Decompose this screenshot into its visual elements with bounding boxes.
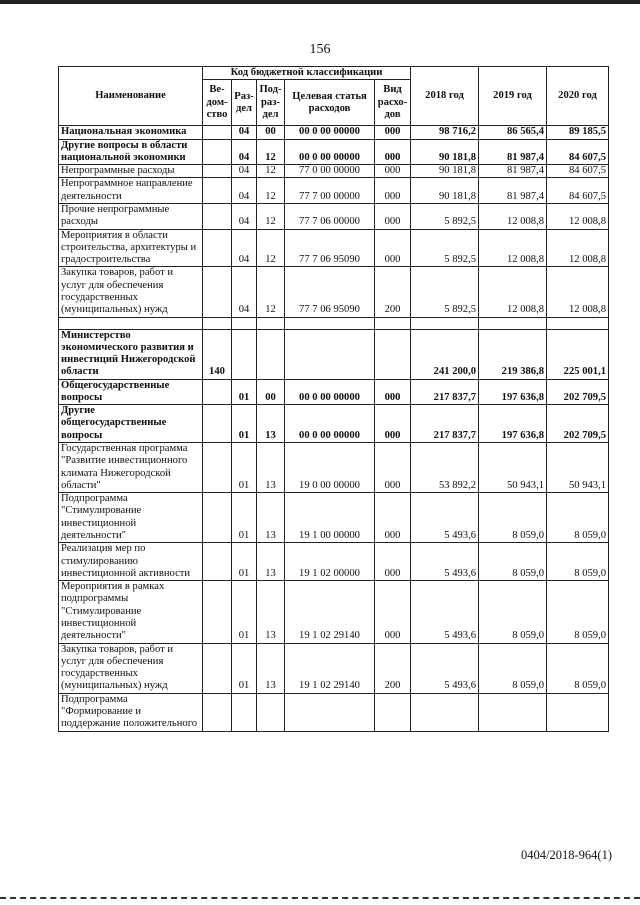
cell-razdel: 01 bbox=[232, 379, 257, 405]
cell-razdel: 04 bbox=[232, 139, 257, 165]
cell-2019: 8 059,0 bbox=[479, 643, 547, 693]
top-rule bbox=[0, 0, 640, 4]
cell-vedomstvo bbox=[203, 178, 232, 204]
cell-razdel: 01 bbox=[232, 581, 257, 643]
header-podrazdel: Под-раз-дел bbox=[257, 80, 285, 126]
cell-2020: 84 607,5 bbox=[547, 165, 609, 178]
cell-2018: 5 892,5 bbox=[411, 229, 479, 267]
cell-2020: 89 185,5 bbox=[547, 126, 609, 139]
cell-2018: 5 493,6 bbox=[411, 493, 479, 543]
table-row bbox=[59, 581, 609, 643]
cell-2020: 84 607,5 bbox=[547, 139, 609, 165]
cell-podrazdel: 00 bbox=[257, 126, 285, 139]
cell-2018: 5 493,6 bbox=[411, 581, 479, 643]
cell-vedomstvo bbox=[203, 581, 232, 643]
cell-2018 bbox=[411, 693, 479, 731]
cell-razdel: 01 bbox=[232, 643, 257, 693]
cell-vid: 200 bbox=[375, 267, 411, 317]
cell-razdel: 04 bbox=[232, 267, 257, 317]
cell-razdel: 04 bbox=[232, 126, 257, 139]
cell-celevaya: 19 1 02 29140 bbox=[285, 643, 375, 693]
cell-celevaya: 19 0 00 00000 bbox=[285, 443, 375, 493]
table-row bbox=[59, 405, 609, 443]
table-row bbox=[59, 229, 609, 267]
cell-razdel: 01 bbox=[232, 443, 257, 493]
cell-2018: 5 892,5 bbox=[411, 203, 479, 229]
cell-razdel: 01 bbox=[232, 493, 257, 543]
cell-podrazdel: 12 bbox=[257, 139, 285, 165]
cell-name: Другие вопросы в области национальной экономики bbox=[59, 139, 203, 165]
cell-2019: 50 943,1 bbox=[479, 443, 547, 493]
cell-vid: 000 bbox=[375, 543, 411, 581]
cell-vid bbox=[375, 329, 411, 379]
cell-vid: 000 bbox=[375, 493, 411, 543]
cell-2020 bbox=[547, 693, 609, 731]
page-number: 156 bbox=[309, 42, 331, 57]
cell-podrazdel bbox=[257, 317, 285, 329]
cell-vid: 000 bbox=[375, 178, 411, 204]
cell-name: Закупка товаров, работ и услуг для обеспечения государственных (муниципальных) нужд bbox=[59, 643, 203, 693]
cell-vid: 000 bbox=[375, 126, 411, 139]
cell-2019: 81 987,4 bbox=[479, 139, 547, 165]
cell-celevaya: 77 7 06 95090 bbox=[285, 267, 375, 317]
cell-2019: 8 059,0 bbox=[479, 493, 547, 543]
cell-vedomstvo bbox=[203, 126, 232, 139]
cell-2018: 5 493,6 bbox=[411, 543, 479, 581]
cell-vid: 000 bbox=[375, 203, 411, 229]
cell-2020: 84 607,5 bbox=[547, 178, 609, 204]
cell-vedomstvo bbox=[203, 443, 232, 493]
header-code-group: Код бюджетной классификации bbox=[203, 67, 411, 80]
cell-name bbox=[59, 317, 203, 329]
header-row-top bbox=[59, 67, 609, 80]
cell-name: Непрограммное направление деятельности bbox=[59, 178, 203, 204]
cell-vedomstvo bbox=[203, 165, 232, 178]
cell-podrazdel: 13 bbox=[257, 643, 285, 693]
cell-vedomstvo bbox=[203, 493, 232, 543]
table-row bbox=[59, 693, 609, 731]
cell-podrazdel: 12 bbox=[257, 203, 285, 229]
cell-2018: 217 837,7 bbox=[411, 405, 479, 443]
cell-name: Подпрограмма "Стимулирование инвестиционной деятельности" bbox=[59, 493, 203, 543]
cell-2018 bbox=[411, 317, 479, 329]
cell-2019: 81 987,4 bbox=[479, 178, 547, 204]
cell-razdel: 04 bbox=[232, 165, 257, 178]
cell-vid bbox=[375, 693, 411, 731]
header-2020: 2020 год bbox=[547, 67, 609, 126]
cell-celevaya bbox=[285, 693, 375, 731]
cell-razdel: 01 bbox=[232, 543, 257, 581]
cell-name: Мероприятия в области строительства, архитектуры и градостроительства bbox=[59, 229, 203, 267]
cell-2019: 197 636,8 bbox=[479, 379, 547, 405]
cell-razdel bbox=[232, 329, 257, 379]
cell-celevaya: 00 0 00 00000 bbox=[285, 379, 375, 405]
cell-name: Государственная программа "Развитие инвестиционного климата Нижегородской области" bbox=[59, 443, 203, 493]
table-row bbox=[59, 203, 609, 229]
cell-vedomstvo bbox=[203, 267, 232, 317]
cell-2018: 241 200,0 bbox=[411, 329, 479, 379]
cell-2018: 217 837,7 bbox=[411, 379, 479, 405]
cell-name: Подпрограмма "Формирование и поддержание положительного bbox=[59, 693, 203, 731]
cell-razdel: 01 bbox=[232, 405, 257, 443]
cell-vid: 000 bbox=[375, 405, 411, 443]
cell-2020: 8 059,0 bbox=[547, 543, 609, 581]
cell-2020: 225 001,1 bbox=[547, 329, 609, 379]
cell-podrazdel: 12 bbox=[257, 267, 285, 317]
cell-celevaya: 77 7 00 00000 bbox=[285, 178, 375, 204]
table-row bbox=[59, 178, 609, 204]
table-row bbox=[59, 443, 609, 493]
cell-vedomstvo bbox=[203, 203, 232, 229]
cell-2018: 90 181,8 bbox=[411, 165, 479, 178]
cell-2019: 197 636,8 bbox=[479, 405, 547, 443]
cell-2019 bbox=[479, 317, 547, 329]
cell-vedomstvo bbox=[203, 643, 232, 693]
cell-2018: 5 493,6 bbox=[411, 643, 479, 693]
cell-vedomstvo bbox=[203, 693, 232, 731]
cell-podrazdel: 13 bbox=[257, 581, 285, 643]
table-body bbox=[59, 126, 609, 731]
table-row bbox=[59, 126, 609, 139]
header-name: Наименование bbox=[59, 67, 203, 126]
cell-name: Реализация мер по стимулированию инвестиционной активности bbox=[59, 543, 203, 581]
cell-vedomstvo bbox=[203, 405, 232, 443]
cell-celevaya: 19 1 00 00000 bbox=[285, 493, 375, 543]
cell-razdel bbox=[232, 317, 257, 329]
cell-2019 bbox=[479, 693, 547, 731]
cell-2020: 50 943,1 bbox=[547, 443, 609, 493]
budget-table bbox=[58, 66, 609, 732]
header-2019: 2019 год bbox=[479, 67, 547, 126]
cell-podrazdel: 13 bbox=[257, 405, 285, 443]
cell-2020 bbox=[547, 317, 609, 329]
cell-celevaya: 00 0 00 00000 bbox=[285, 126, 375, 139]
cell-2020: 8 059,0 bbox=[547, 581, 609, 643]
cell-vedomstvo bbox=[203, 229, 232, 267]
cell-celevaya: 19 1 02 29140 bbox=[285, 581, 375, 643]
cell-2020: 8 059,0 bbox=[547, 643, 609, 693]
cell-2019: 86 565,4 bbox=[479, 126, 547, 139]
cell-vedomstvo bbox=[203, 543, 232, 581]
cell-name: Мероприятия в рамках подпрограммы "Стимулирование инвестиционной деятельности" bbox=[59, 581, 203, 643]
cell-podrazdel: 12 bbox=[257, 178, 285, 204]
header-celevaya: Целевая статья расходов bbox=[285, 80, 375, 126]
cell-name: Закупка товаров, работ и услуг для обеспечения государственных (муниципальных) нужд bbox=[59, 267, 203, 317]
cell-2018: 90 181,8 bbox=[411, 178, 479, 204]
cell-celevaya: 77 0 00 00000 bbox=[285, 165, 375, 178]
cell-vid: 200 bbox=[375, 643, 411, 693]
cell-razdel: 04 bbox=[232, 229, 257, 267]
cell-2020: 202 709,5 bbox=[547, 379, 609, 405]
cell-celevaya: 19 1 02 00000 bbox=[285, 543, 375, 581]
cell-celevaya: 00 0 00 00000 bbox=[285, 405, 375, 443]
table-row bbox=[59, 643, 609, 693]
cell-podrazdel: 13 bbox=[257, 443, 285, 493]
cell-2018: 53 892,2 bbox=[411, 443, 479, 493]
table-row bbox=[59, 267, 609, 317]
cell-2018: 5 892,5 bbox=[411, 267, 479, 317]
cell-2018: 90 181,8 bbox=[411, 139, 479, 165]
cell-2019: 12 008,8 bbox=[479, 267, 547, 317]
bottom-divider bbox=[0, 897, 640, 901]
cell-razdel: 04 bbox=[232, 178, 257, 204]
cell-razdel: 04 bbox=[232, 203, 257, 229]
header-2018: 2018 год bbox=[411, 67, 479, 126]
cell-2019: 8 059,0 bbox=[479, 543, 547, 581]
cell-name: Прочие непрограммные расходы bbox=[59, 203, 203, 229]
table-row bbox=[59, 329, 609, 379]
cell-vid: 000 bbox=[375, 139, 411, 165]
table-row bbox=[59, 379, 609, 405]
cell-podrazdel bbox=[257, 693, 285, 731]
cell-2020: 202 709,5 bbox=[547, 405, 609, 443]
cell-name: Другие общегосударственные вопросы bbox=[59, 405, 203, 443]
table-row bbox=[59, 165, 609, 178]
cell-2020: 12 008,8 bbox=[547, 203, 609, 229]
cell-vedomstvo bbox=[203, 379, 232, 405]
cell-podrazdel: 13 bbox=[257, 493, 285, 543]
header-vedomstvo: Ве-дом-ство bbox=[203, 80, 232, 126]
cell-name: Непрограммные расходы bbox=[59, 165, 203, 178]
cell-2019: 81 987,4 bbox=[479, 165, 547, 178]
cell-2019: 8 059,0 bbox=[479, 581, 547, 643]
cell-2019: 219 386,8 bbox=[479, 329, 547, 379]
cell-celevaya: 00 0 00 00000 bbox=[285, 139, 375, 165]
cell-vid: 000 bbox=[375, 379, 411, 405]
cell-vedomstvo bbox=[203, 317, 232, 329]
cell-2020: 8 059,0 bbox=[547, 493, 609, 543]
cell-vedomstvo bbox=[203, 139, 232, 165]
cell-2018: 98 716,2 bbox=[411, 126, 479, 139]
cell-celevaya bbox=[285, 317, 375, 329]
cell-vid bbox=[375, 317, 411, 329]
cell-name: Национальная экономика bbox=[59, 126, 203, 139]
cell-celevaya bbox=[285, 329, 375, 379]
cell-2020: 12 008,8 bbox=[547, 267, 609, 317]
cell-razdel bbox=[232, 693, 257, 731]
cell-vedomstvo: 140 bbox=[203, 329, 232, 379]
cell-vid: 000 bbox=[375, 165, 411, 178]
table-row bbox=[59, 543, 609, 581]
table-row bbox=[59, 139, 609, 165]
cell-vid: 000 bbox=[375, 229, 411, 267]
cell-2019: 12 008,8 bbox=[479, 229, 547, 267]
header-razdel: Раз-дел bbox=[232, 80, 257, 126]
cell-name: Общегосударственные вопросы bbox=[59, 379, 203, 405]
cell-name: Министерство экономического развития и инвестиций Нижегородской области bbox=[59, 329, 203, 379]
table-row bbox=[59, 317, 609, 329]
cell-vid: 000 bbox=[375, 443, 411, 493]
table-row bbox=[59, 493, 609, 543]
cell-podrazdel: 12 bbox=[257, 165, 285, 178]
cell-podrazdel: 12 bbox=[257, 229, 285, 267]
cell-podrazdel bbox=[257, 329, 285, 379]
cell-vid: 000 bbox=[375, 581, 411, 643]
document-number: 0404/2018-964(1) bbox=[521, 848, 612, 862]
cell-podrazdel: 00 bbox=[257, 379, 285, 405]
cell-celevaya: 77 7 06 00000 bbox=[285, 203, 375, 229]
cell-2019: 12 008,8 bbox=[479, 203, 547, 229]
cell-celevaya: 77 7 06 95090 bbox=[285, 229, 375, 267]
header-vid: Вид расхо-дов bbox=[375, 80, 411, 126]
cell-2020: 12 008,8 bbox=[547, 229, 609, 267]
cell-podrazdel: 13 bbox=[257, 543, 285, 581]
